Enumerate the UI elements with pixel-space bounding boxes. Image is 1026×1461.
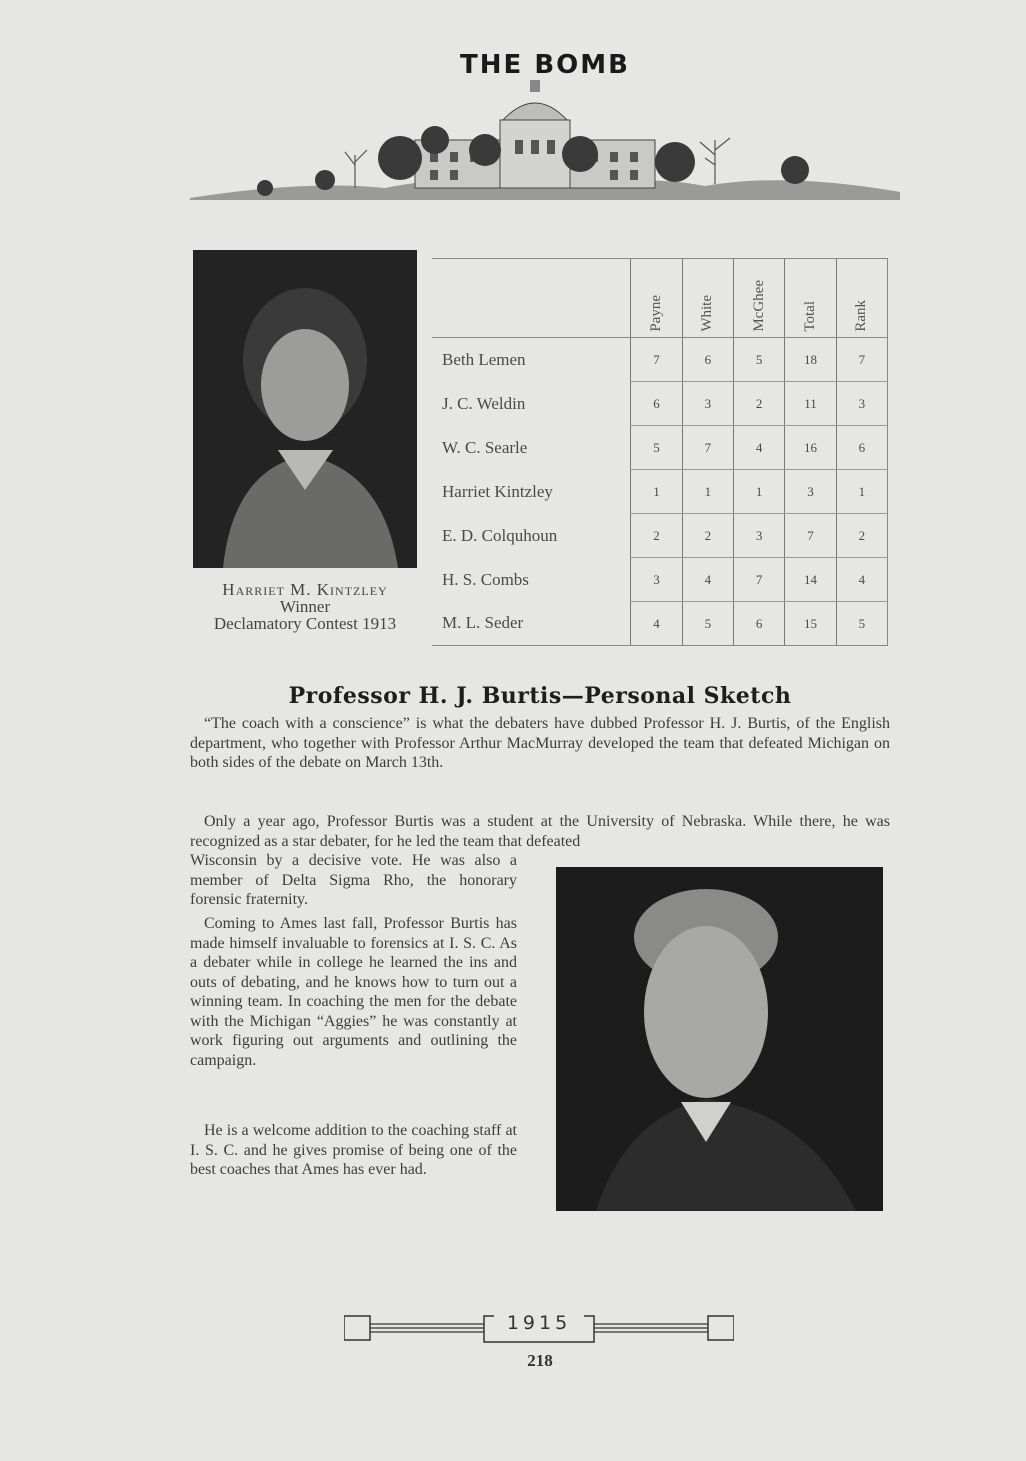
table-row (432, 602, 888, 646)
score-cell: 7 (734, 558, 785, 602)
total-cell: 14 (785, 558, 836, 602)
table-row (432, 514, 888, 558)
professor-portrait-photo (556, 867, 883, 1211)
total-cell: 15 (785, 602, 836, 646)
winner-caption (183, 581, 427, 632)
score-cell: 1 (682, 470, 733, 514)
score-cell: 5 (682, 602, 733, 646)
score-cell: 2 (682, 514, 733, 558)
total-cell: 18 (785, 338, 836, 382)
article-paragraph-5: He is a welcome addition to the coaching staff at I. S. C. and he gives promise of being one of the best coaches that Ames has ever had. (190, 1122, 517, 1178)
score-cell: 1 (734, 470, 785, 514)
rank-cell: 2 (836, 514, 887, 558)
article-paragraph-2: Only a year ago, Professor Burtis was a student at the University of Nebraska. While there, he was recognized as a star debater, for he led the team that defeated (190, 813, 890, 850)
table-row (432, 470, 888, 514)
article-title: Professor H. J. Burtis—Personal Sketch (288, 683, 792, 709)
score-cell: 3 (631, 558, 682, 602)
score-cell: 6 (734, 602, 785, 646)
rank-cell: 6 (836, 426, 887, 470)
contestant-name: E. D. Colquhoun (442, 525, 558, 545)
contestant-name: M. L. Seder (432, 602, 631, 646)
score-cell: 7 (682, 426, 733, 470)
caption-title: Winner (279, 597, 331, 616)
score-cell: 7 (631, 338, 682, 382)
score-cell: 2 (631, 514, 682, 558)
total-cell: 3 (785, 470, 836, 514)
rank-cell: 1 (836, 470, 887, 514)
table-corner (432, 259, 631, 338)
header-title: THE BOMB (460, 50, 630, 80)
table-row (432, 558, 888, 602)
score-cell: 6 (631, 382, 682, 426)
rank-cell: 5 (836, 602, 887, 646)
column-header-payne: Payne (631, 259, 682, 338)
total-cell: 16 (785, 426, 836, 470)
rank-cell: 4 (836, 558, 887, 602)
column-header-mcghee: McGhee (734, 259, 785, 338)
total-cell: 7 (785, 514, 836, 558)
article-paragraph-1: “The coach with a conscience” is what the debaters have dubbed Professor H. J. Burtis, of the English department, who together with Professor Arthur MacMurray developed the team that defeated Michigan on both sides of the debate on March 13th. (190, 715, 890, 771)
declamatory-score-table (432, 258, 888, 646)
contestant-name: J. C. Weldin (442, 393, 526, 413)
score-cell: 2 (734, 382, 785, 426)
score-cell: 4 (734, 426, 785, 470)
column-header-total: Total (785, 259, 836, 338)
rank-cell: 7 (836, 338, 887, 382)
table-row (432, 338, 888, 382)
score-cell: 5 (734, 338, 785, 382)
score-cell: 5 (631, 426, 682, 470)
score-cell: 3 (734, 514, 785, 558)
rank-cell: 3 (836, 382, 887, 426)
contestant-name: W. C. Searle (442, 437, 528, 457)
footer-year: 1915 (494, 1312, 584, 1334)
table-row (432, 426, 888, 470)
score-cell: 4 (682, 558, 733, 602)
score-cell: 3 (682, 382, 733, 426)
campus-building-illustration (185, 80, 905, 205)
score-cell: 6 (682, 338, 733, 382)
total-cell: 11 (785, 382, 836, 426)
score-cell: 1 (631, 470, 682, 514)
page-number: 218 (527, 1351, 553, 1370)
column-header-white: White (682, 259, 733, 338)
winner-portrait-photo (193, 250, 417, 568)
contestant-name: Beth Lemen (442, 349, 526, 369)
contestant-name: Harriet Kintzley (442, 481, 553, 501)
caption-name: Harriet M. Kintzley (222, 580, 388, 599)
score-cell: 4 (631, 602, 682, 646)
article-paragraph-3: Wisconsin by a decisive vote. He was also a member of Delta Sigma Rho, the honorary forensic fraternity. (190, 852, 517, 908)
table-row (432, 382, 888, 426)
table-header-row (432, 259, 888, 338)
column-header-rank: Rank (836, 259, 887, 338)
contestant-name: H. S. Combs (442, 569, 529, 589)
caption-contest: Declamatory Contest 1913 (213, 614, 397, 633)
header-banner (185, 40, 905, 210)
article-paragraph-4: Coming to Ames last fall, Professor Burtis has made himself invaluable to forensics at I. S. C. As a debater while in college he learned the ins and outs of debating, and he knows how to turn out a winning team. In coaching the men for the debate with the Michigan “Aggies” he was constantly at work figuring out arguments and outlining the campaign. (190, 915, 517, 1069)
